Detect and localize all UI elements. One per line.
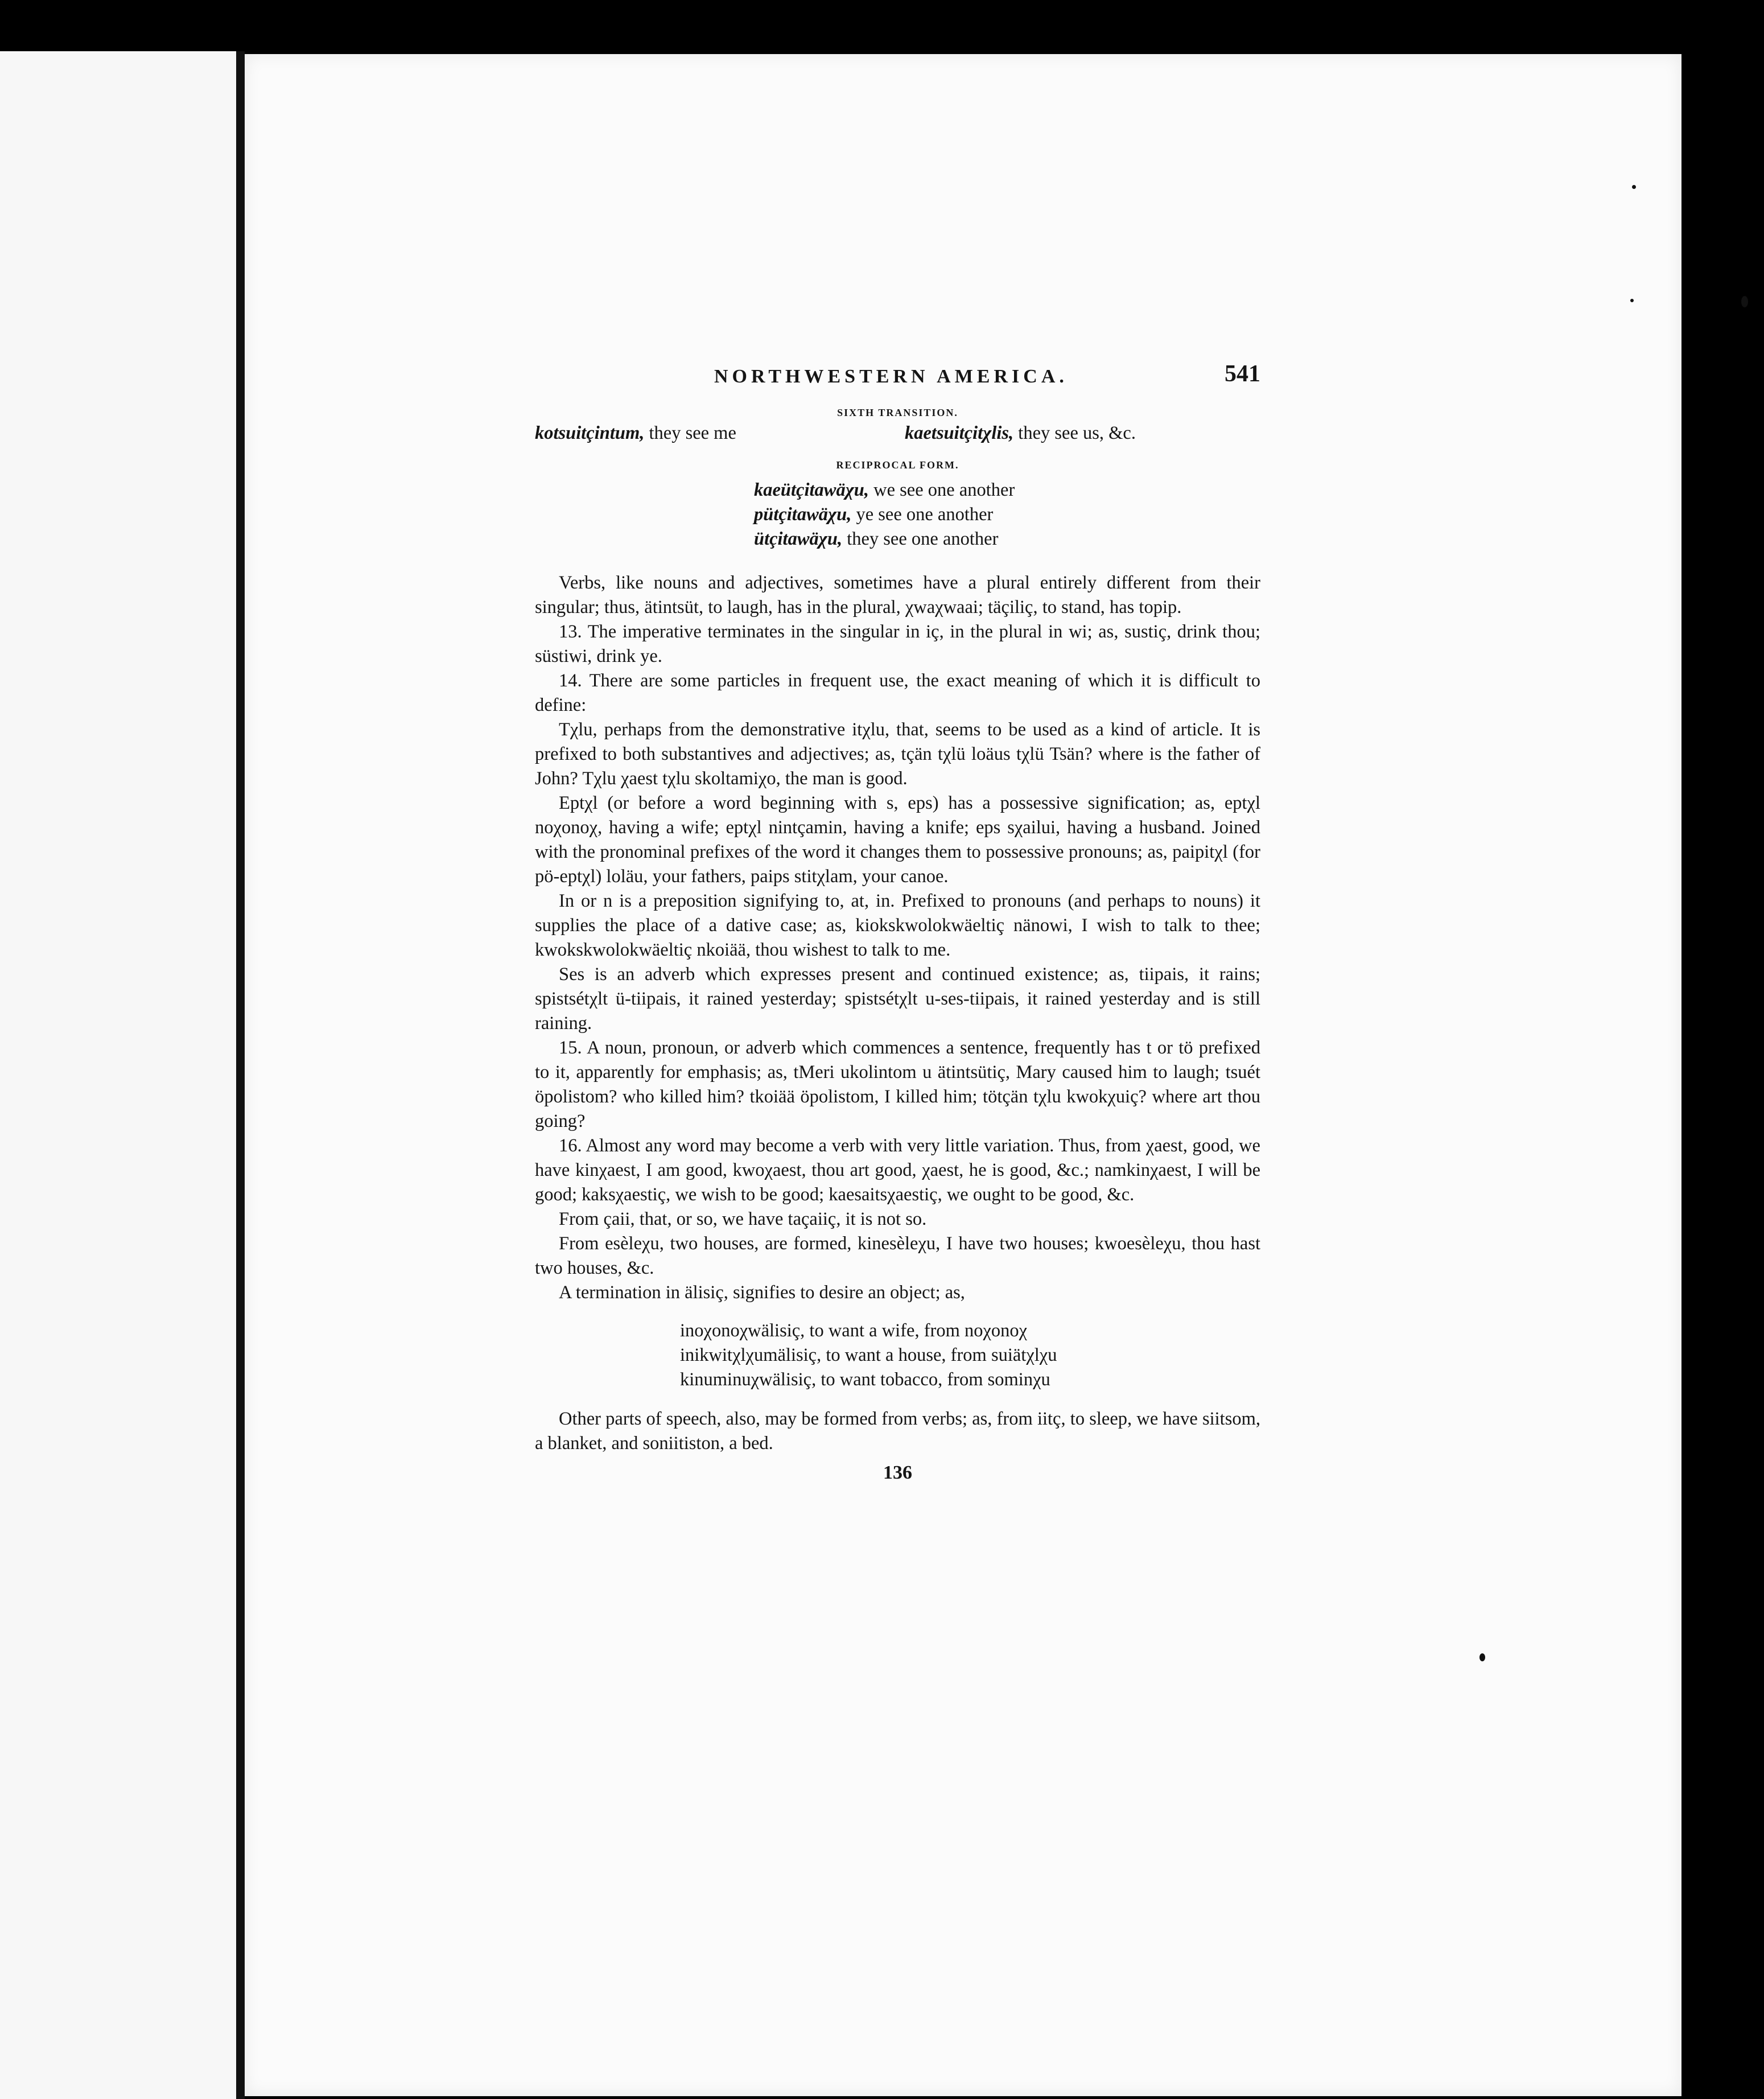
ink-speck: [1479, 1653, 1485, 1661]
desire-line: kinuminuχwälisiç, to want tobacco, from sominχu: [680, 1369, 1050, 1390]
desire-line: inoχonoχwälisiç, to want a wife, from noχonoχ: [680, 1320, 1028, 1341]
paragraph: 13. The imperative terminates in the singular in iç, in the plural in wi; as, sustiç, drink thou; süstiwi, drink ye.: [535, 622, 1260, 666]
native-term: pütçitawäχu,: [754, 504, 852, 525]
reciprocal-heading: RECIPROCAL FORM.: [836, 459, 959, 471]
desire-line: inikwitχlχumälisiç, to want a house, from suiätχlχu: [680, 1345, 1057, 1365]
ink-speck: [1630, 299, 1634, 302]
reciprocal-line: [754, 527, 1260, 551]
sixth-transition-left: [535, 421, 736, 446]
signature-mark: 136: [883, 1462, 912, 1483]
paragraph: From esèleχu, two houses, are formed, kinesèleχu, I have two houses; kwoesèleχu, thou hast two houses, &c.: [535, 1233, 1260, 1278]
native-term: ütçitawäχu,: [754, 529, 843, 549]
gloss: they see one another: [847, 529, 999, 549]
sixth-transition-row: [535, 421, 1260, 447]
native-term: kotsuitçintum,: [535, 423, 645, 443]
ink-speck: [1741, 296, 1748, 307]
paragraph: 15. A noun, pronoun, or adverb which commences a sentence, frequently has t or tö prefixed to it, apparently for emphasis; as, tMeri ukolintom u ätintsütiç, Mary caused him to laugh; tsuét öpolistom? who killed him? tkoiää öpolistom, I killed him; tötçän tχlu kwokχuiç? where art thou going?: [535, 1038, 1260, 1131]
native-term: kaetsuitçitχlis,: [905, 423, 1014, 443]
book-gutter: [236, 51, 245, 2099]
paragraph: 16. Almost any word may become a verb with very little variation. Thus, from χaest, good, we have kinχaest, I am good, kwoχaest, thou art good, χaest, he is good, &c.; namkinχaest, I will be good; kaksχaestiç, we wish to be good; kaesaitsχaestiç, we ought to be good, &c.: [535, 1135, 1260, 1205]
native-term: kaeütçitawäχu,: [754, 480, 869, 500]
gloss: they see me: [649, 423, 736, 443]
gloss: they see us, &c.: [1018, 423, 1136, 443]
reciprocal-list: [535, 478, 1260, 551]
page-number: 541: [1225, 361, 1260, 387]
paragraph: Eptχl (or before a word beginning with s, eps) has a possessive signification; as, eptχl noχonoχ, having a wife; eptχl nintçamin, having a knife; eps sχailui, having a husband. Joined with the pronominal prefixes of the word it changes them to possessive pronouns; as, paipitχl (for pö-eptχl) loläu, your fathers, paips stitχlam, your canoe.: [535, 793, 1260, 887]
facing-page-left: [0, 51, 236, 2099]
paragraph: Other parts of speech, also, may be formed from verbs; as, from iitç, to sleep, we have siitsom, a blanket, and soniitiston, a bed.: [535, 1409, 1260, 1454]
paragraph: In or n is a preposition signifying to, at, in. Prefixed to pronouns (and perhaps to nouns) it supplies the place of a dative case; as, kiokskwolokwäeltiç nänowi, I wish to talk to thee; kwokskwolokwäeltiç nkoiää, thou wishest to talk to me.: [535, 891, 1260, 960]
desire-list: [535, 1319, 1260, 1392]
sixth-transition-right: [905, 421, 1136, 446]
reciprocal-line: [754, 503, 1260, 527]
paragraph: 14. There are some particles in frequent use, the exact meaning of which it is difficult to define:: [535, 670, 1260, 715]
reciprocal-line: [754, 478, 1260, 503]
paragraph: From çaii, that, or so, we have taçaiiç, it is not so.: [559, 1209, 927, 1229]
running-head: [535, 361, 1260, 396]
paragraph: Tχlu, perhaps from the demonstrative itχlu, that, seems to be used as a kind of article. It is prefixed to both substantives and adjectives; as, tçän tχlü loäus tχlü Tsän? where is the father of John? Tχlu χaest tχlu skoltamiχo, the man is good.: [535, 719, 1260, 789]
gloss: ye see one another: [856, 504, 994, 525]
ink-speck: [1632, 185, 1636, 189]
page-content: [535, 361, 1260, 1485]
paragraph: Verbs, like nouns and adjectives, sometimes have a plural entirely different from their singular; thus, ätintsüt, to laugh, has in the plural, χwaχwaai; täçiliç, to stand, has topip.: [535, 573, 1260, 618]
gloss: we see one another: [873, 480, 1015, 500]
paragraph: Ses is an adverb which expresses present and continued existence; as, tiipais, it rains; spistsétχlt ü-tiipais, it rained yesterday; spistsétχlt u-ses-tiipais, it rained yesterday and is still raining.: [535, 964, 1260, 1034]
paragraph: A termination in älisiç, signifies to desire an object; as,: [559, 1282, 965, 1303]
sixth-transition-heading: SIXTH TRANSITION.: [837, 407, 958, 418]
running-title: NORTHWESTERN AMERICA.: [714, 366, 1068, 387]
